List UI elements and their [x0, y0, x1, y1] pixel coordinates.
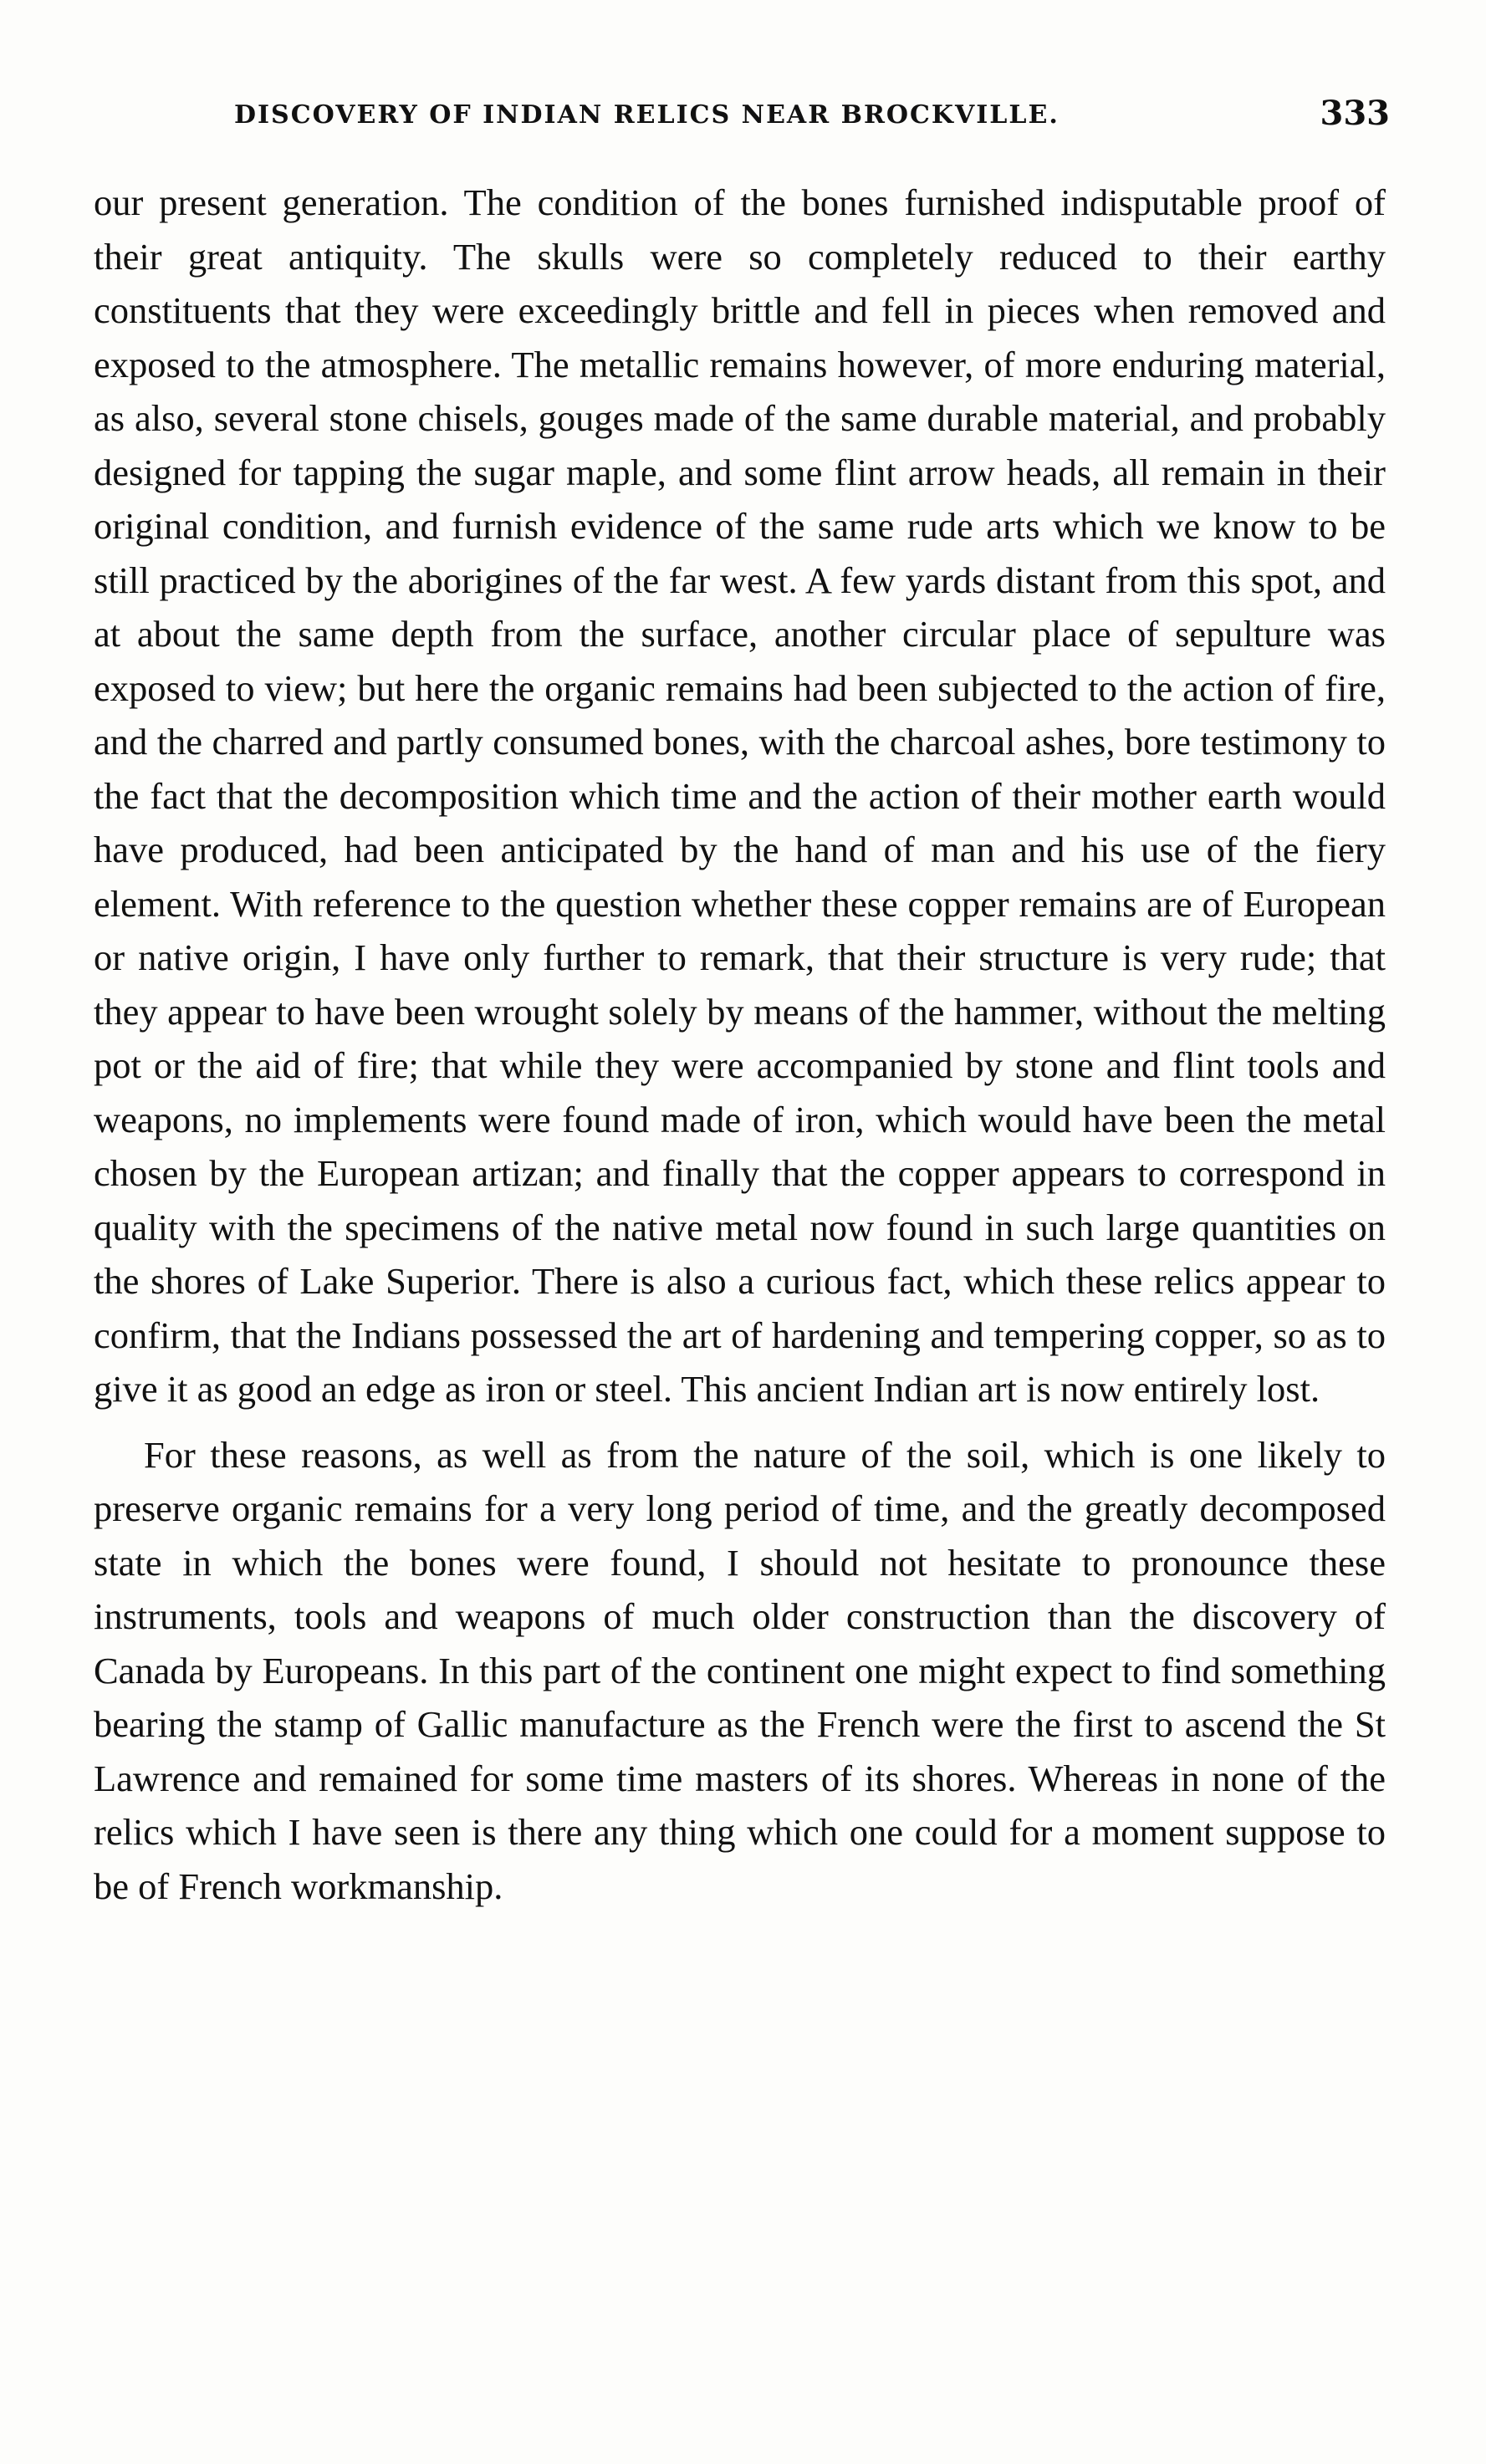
running-head: [94, 94, 1390, 144]
paragraph-1: our present generation. The condition of the bones furnished indisputable proof of their great antiquity. The skulls were so completely reduced to their earthy constituents that they were exceedingly brittle and fell in pieces when removed and exposed to the atmosphere. The metallic remains however, of more enduring material, as also, several stone chisels, gouges made of the same durable material, and probably designed for tapping the sugar maple, and some flint arrow heads, all remain in their original condition, and furnish evidence of the same rude arts which we know to be still practiced by the aborigines of the far west. A few yards distant from this spot, and at about the same depth from the surface, another circular place of sepulture was exposed to view; but here the organic remains had been subjected to the action of fire, and the charred and partly consumed bones, with the charcoal ashes, bore testimony to the fact that the decomposition which time and the action of their mother earth would have produced, had been anticipated by the hand of man and his use of the fiery element. With reference to the question whether these copper remains are of European or native origin, I have only further to remark, that their structure is very rude; that they appear to have been wrought solely by means of the hammer, without the melting pot or the aid of fire; that while they were accompanied by stone and flint tools and weapons, no implements were found made of iron, which would have been the metal chosen by the European artizan; and finally that the copper appears to correspond in quality with the specimens of the native metal now found in such large quantities on the shores of Lake Superior. There is also a curious fact, which these relics appear to confirm, that the Indians possessed the art of hardening and tempering copper, so as to give it as good an edge as iron or steel. This ancient Indian art is now entirely lost.: [94, 181, 1386, 1410]
body-text: [94, 176, 1386, 1913]
paragraph-2: For these reasons, as well as from the nature of the soil, which is one likely to preserve organic remains for a very long period of time, and the greatly decomposed state in which the bones were found, I should not hesitate to pronounce these instruments, tools and weapons of much older construction than the discovery of Canada by Europeans. In this part of the continent one might expect to find something bearing the stamp of Gallic manufacture as the French were the first to ascend the St Lawrence and remained for some time masters of its shores. Whereas in none of the relics which I have seen is there any thing which one could for a moment suppose to be of French workmanship.: [94, 1433, 1386, 1907]
running-title: DISCOVERY OF INDIAN RELICS NEAR BROCKVILLE.: [234, 100, 1060, 130]
page-number: 333: [1320, 94, 1390, 133]
